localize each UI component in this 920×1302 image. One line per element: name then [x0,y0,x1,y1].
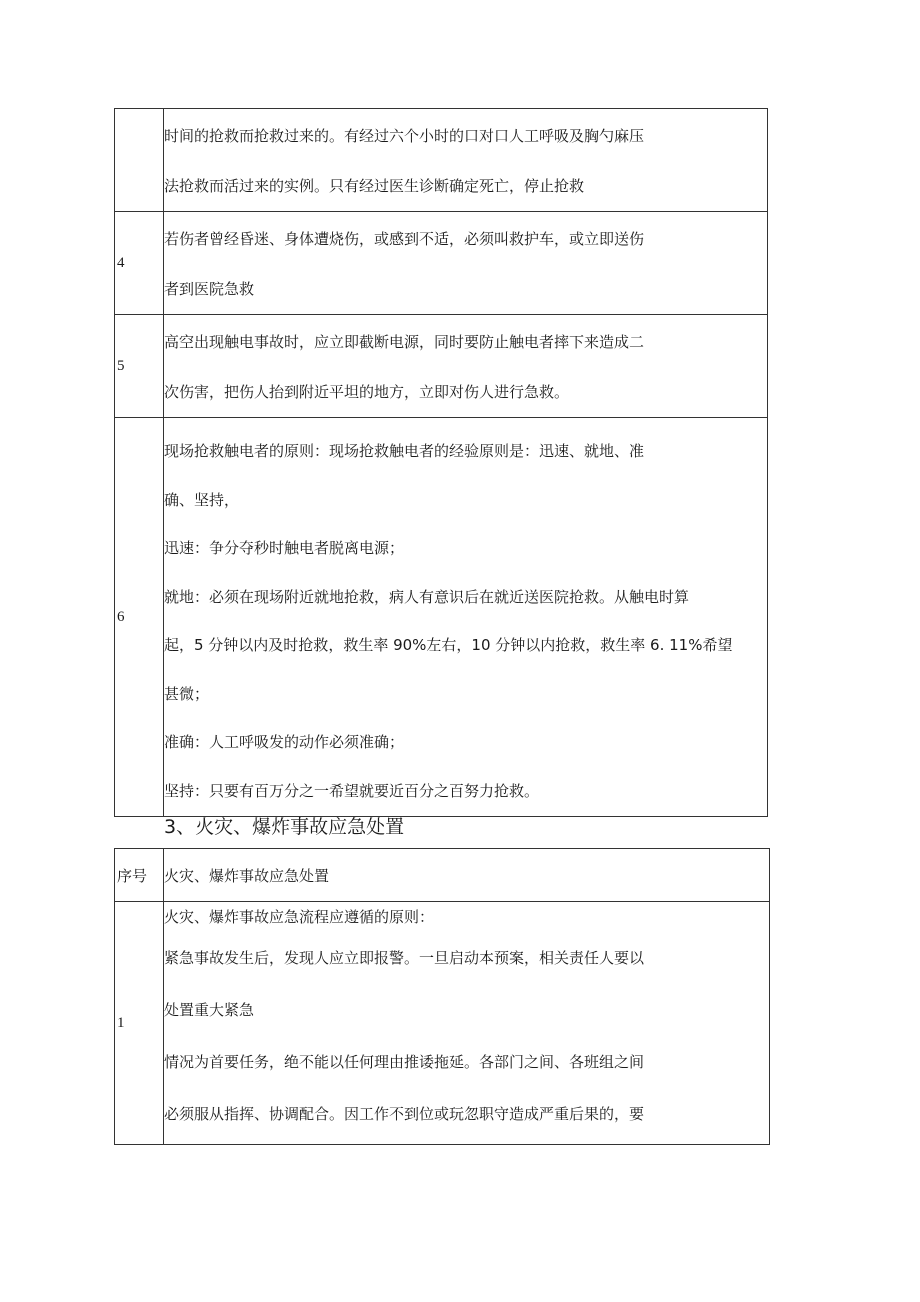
content-line: 就地：必须在现场附近就地抢救，病人有意识后在就近送医院抢救。从触电时算 [164,587,690,606]
content-line: 现场抢救触电者的原则：现场抢救触电者的经验原则是：迅速、就地、准 [164,442,645,460]
header-number: 序号 [115,849,164,902]
first-aid-table [114,108,768,817]
content-line: 坚持：只要有百万分之一希望就要近百分之百努力抢救。 [164,781,540,800]
content-line: 甚微； [164,684,210,703]
row-number: 4 [115,212,164,315]
content-line: 时间的抢救而抢救过来的。有经过六个小时的口对口人工呼吸及胸勺麻压 [164,127,645,145]
row-content [164,212,768,315]
row-number: 1 [115,902,164,1145]
content-line: 若伤者曾经昏迷、身体遭烧伤，或感到不适，必须叫救护车，或立即送伤 [164,230,645,248]
row-number: 6 [115,418,164,817]
content-line: 情况为首要任务，绝不能以任何理由推诿拖延。各部门之间、各班组之间 [164,1053,645,1071]
table-row [115,315,768,418]
content-line: 迅速：争分夺秒时触电者脱离电源； [164,539,405,557]
content-line: 处置重大紧急 [164,1001,255,1019]
content-line: 法抢救而活过来的实例。只有经过医生诊断确定死亡，停止抢救 [164,177,585,195]
content-line: 高空出现触电事故时，应立即截断电源，同时要防止触电者摔下来造成二 [164,333,645,351]
table-row [115,902,770,1145]
content-line: 者到医院急救 [164,280,255,298]
table-row [115,418,768,817]
row-content [164,902,770,1145]
fire-explosion-table [114,848,770,1145]
content-line: 确、坚持， [164,490,240,509]
content-line: 次伤害，把伤人抬到附近平坦的地方，立即对伤人进行急救。 [164,383,570,401]
row-content [164,315,768,418]
content-line: 必须服从指挥、协调配合。因工作不到位或玩忽职守造成严重后果的，要 [164,1105,645,1123]
row-content [164,418,768,817]
table-header-row [115,849,770,902]
table-row [115,109,768,212]
content-line: 紧急事故发生后，发现人应立即报警。一旦启动本预案，相关责任人要以 [164,949,645,967]
content-line: 准确：人工呼吸发的动作必须准确； [164,733,405,751]
row-number: 5 [115,315,164,418]
row-number [115,109,164,212]
content-line: 火灾、爆炸事故应急流程应遵循的原则： [164,908,435,926]
header-title: 火灾、爆炸事故应急处置 [164,849,770,902]
section-title: 3、火灾、爆炸事故应急处置 [164,816,405,838]
content-line: 起，5 分钟以内及时抢救，救生率 90%左右，10 分钟以内抢救，救生率 6. 11%希望 [164,636,733,654]
row-content [164,109,768,212]
table-row [115,212,768,315]
